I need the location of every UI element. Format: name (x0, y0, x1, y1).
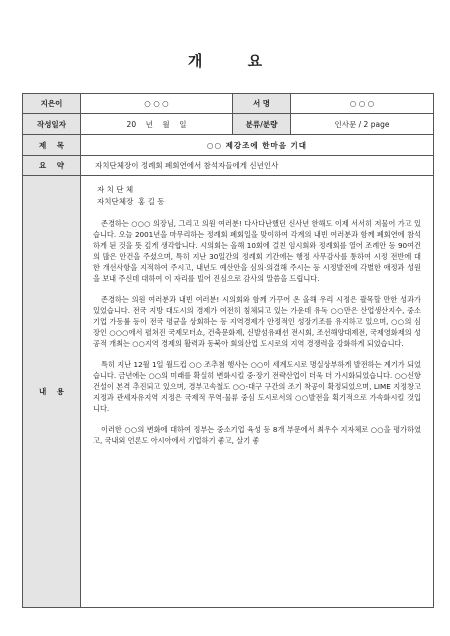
paragraph: 이러한 ○○의 변화에 대하여 정부는 중소기업 육성 등 8개 부문에서 최우수 지자체로 ○○을 평가하였고, 국내외 언론도 아시아에서 기업하기 좋고, 살기 좋 (93, 425, 421, 445)
document-info-table (22, 93, 434, 608)
summary-label: 요 약 (23, 156, 81, 176)
paragraph: 특히 지난 12월 1일 월드컵 ○○ 조추첨 행사는 ○○이 세계도시로 명실상부하게 발전하는 계기가 되었습니다. 금년에는 ○○의 미래를 확실히 변화시킬 중·장기 전략산업이 더욱 더 가시화되었습니다. ○○신항 건설이 본격 추진되고 있으며, 경부고속철도 ○○-대구 구간의 조기 착공이 확정되었으며, LIME 지정창고 지정과 관세자유지역 지정은 국제적 무역·물류 중심 도시로서의 ○○발전을 획기적으로 가속화시킬 것입니다. (93, 360, 421, 413)
paragraph: 존경하는 ○○○ 의장님, 그리고 의원 여러분! 다사다난했던 신사년 한해도 이제 서서히 저물어 가고 있습니다. 오늘 2001년을 마무리하는 정례회 폐회일을 맞이하여 각계의 내빈 여러분과 함께 폐회연에 참석하게 된 것을 뜻 깊게 생각합니다. 시의회는 올해 10회에 걸친 임시회와 정례회를 열어 조례안 등 90여건의 많은 안건을 주셨으며, 특히 지난 30일간의 정례회 기간에는 행정 사무감사를 통하여 시정 전반에 대한 개선사항을 지적하여 주시고, 내년도 예산안을 심의·의결해 주시는 등 시정발전에 각별한 애정과 성원을 보내 주신데 대하여 이 자리를 빌어 진심으로 감사의 말씀을 드립니다. (93, 219, 421, 283)
sender-org: 자 치 단 체 (97, 185, 134, 194)
content-body (81, 176, 434, 608)
publisher-value: ○ ○ ○ (291, 94, 434, 114)
row-content (23, 176, 434, 608)
subject-value: ○○ 제강조에 한마음 기대 (81, 135, 434, 156)
author-value: ○ ○ ○ (81, 94, 233, 114)
date-label: 작성일자 (23, 114, 81, 135)
row-summary (23, 156, 434, 176)
subject-label: 제 목 (23, 135, 81, 156)
paragraph: 존경하는 의원 여러분과 내빈 여러분! 시의회와 함께 가꾸어 온 올해 우리 시정은 괄목할 만한 성과가 있었습니다. 전국 지방 대도시의 경제가 여전히 침체되고 있는 가운데 유독 ○○만은 산업생산지수, 중소기업 가동률 등이 전국 평균을 상회하는 등 지역경제가 안정적인 성장기조를 유지하고 있으며, ○○의 심장인 ○○○에서 펼쳐진 국제모터쇼, 건축문화제, 신발섬유패션 전시회, 조선해양대제전, 국제영화제의 성공적 개최는 ○○지역 경제의 활력과 동북아 회의산업 도시로의 지역 경쟁력을 강화하게 되었습니다. (93, 295, 421, 348)
category-value: 인사문 / 2 page (291, 114, 434, 135)
category-label: 분류/분량 (233, 114, 291, 135)
row-date (23, 114, 434, 135)
sender-name: 자치단체장 홍 길 동 (97, 197, 165, 206)
author-label: 지은이 (23, 94, 81, 114)
content-label: 내 용 (23, 176, 81, 608)
row-subject (23, 135, 434, 156)
summary-value: 자치단체장이 정례회 폐회연에서 참석자들에게 신년인사 (81, 156, 434, 176)
date-value: 20 년 월 일 (81, 114, 233, 135)
row-author (23, 94, 434, 114)
page-title: 개 요 (187, 52, 283, 70)
publisher-label: 서 명 (233, 94, 291, 114)
